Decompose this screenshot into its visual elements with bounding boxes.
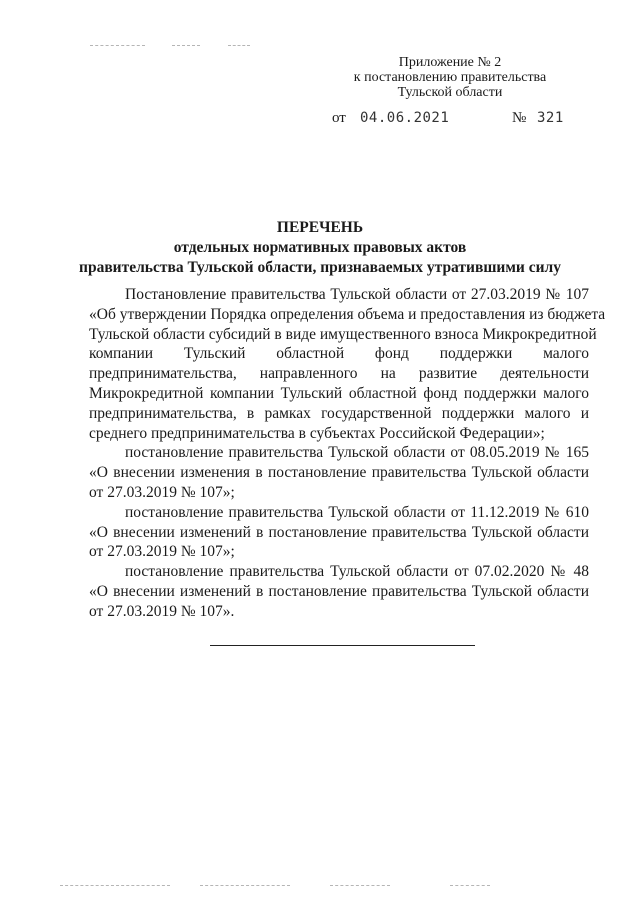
scan-artifact [90, 45, 145, 47]
title-subheading: правительства Тульской области, признаваемых утратившими силу [79, 259, 561, 276]
body-line: Постановление правительства Тульской области от 27.03.2019 № 107 [125, 286, 589, 303]
document-date-row [0, 110, 640, 130]
date-label: от [332, 110, 346, 126]
number-label: № [512, 110, 527, 126]
body-line: «О внесении изменений в постановление правительства Тульской области [89, 582, 589, 600]
appendix-line: Тульской области [397, 85, 503, 100]
scan-artifact [172, 45, 200, 47]
title-subheading: отдельных нормативных правовых актов [173, 239, 467, 256]
body-line: от 27.03.2019 № 107». [89, 602, 235, 620]
body-line: «Об утверждении Порядка определения объема и предоставления из бюджета [89, 305, 606, 323]
scan-artifact [330, 885, 390, 887]
appendix-block [330, 55, 570, 100]
body-line: компании Тульский областной фонд поддержки малого [89, 345, 589, 363]
body-line: Тульской области субсидий в виде имущественного взноса Микрокредитной [89, 325, 597, 343]
scan-artifact [228, 45, 250, 47]
body-line: предпринимательства, направленного на развитие деятельности [89, 365, 589, 383]
number-value: 321 [537, 110, 564, 126]
body-line: предпринимательства, в рамках государственной поддержки малого и [89, 404, 589, 422]
scan-artifact [200, 885, 290, 887]
appendix-line: к постановлению правительства [353, 70, 547, 85]
body-line: «О внесении изменений в постановление правительства Тульской области [89, 523, 589, 541]
scan-artifact [450, 885, 490, 887]
closing-divider [210, 645, 475, 646]
body-line: от 27.03.2019 № 107»; [89, 483, 235, 501]
document-title [60, 218, 580, 278]
appendix-title: Приложение № 2 [398, 55, 502, 70]
body-line: постановление правительства Тульской области от 07.02.2020 № 48 [125, 563, 589, 581]
body-line: «О внесении изменения в постановление правительства Тульской области [89, 464, 589, 482]
body-line: постановление правительства Тульской области от 11.12.2019 № 610 [125, 503, 589, 521]
title-heading: ПЕРЕЧЕНЬ [276, 219, 364, 236]
body-line: от 27.03.2019 № 107»; [89, 543, 235, 561]
scan-artifact [60, 885, 170, 887]
body-line: постановление правительства Тульской области от 08.05.2019 № 165 [125, 444, 589, 462]
body-line: Микрокредитной компании Тульский областной фонд поддержки малого [89, 384, 589, 402]
document-body [89, 285, 606, 622]
date-value: 04.06.2021 [360, 110, 450, 126]
body-line: среднего предпринимательства в субъектах Российской Федерации»; [89, 424, 545, 442]
